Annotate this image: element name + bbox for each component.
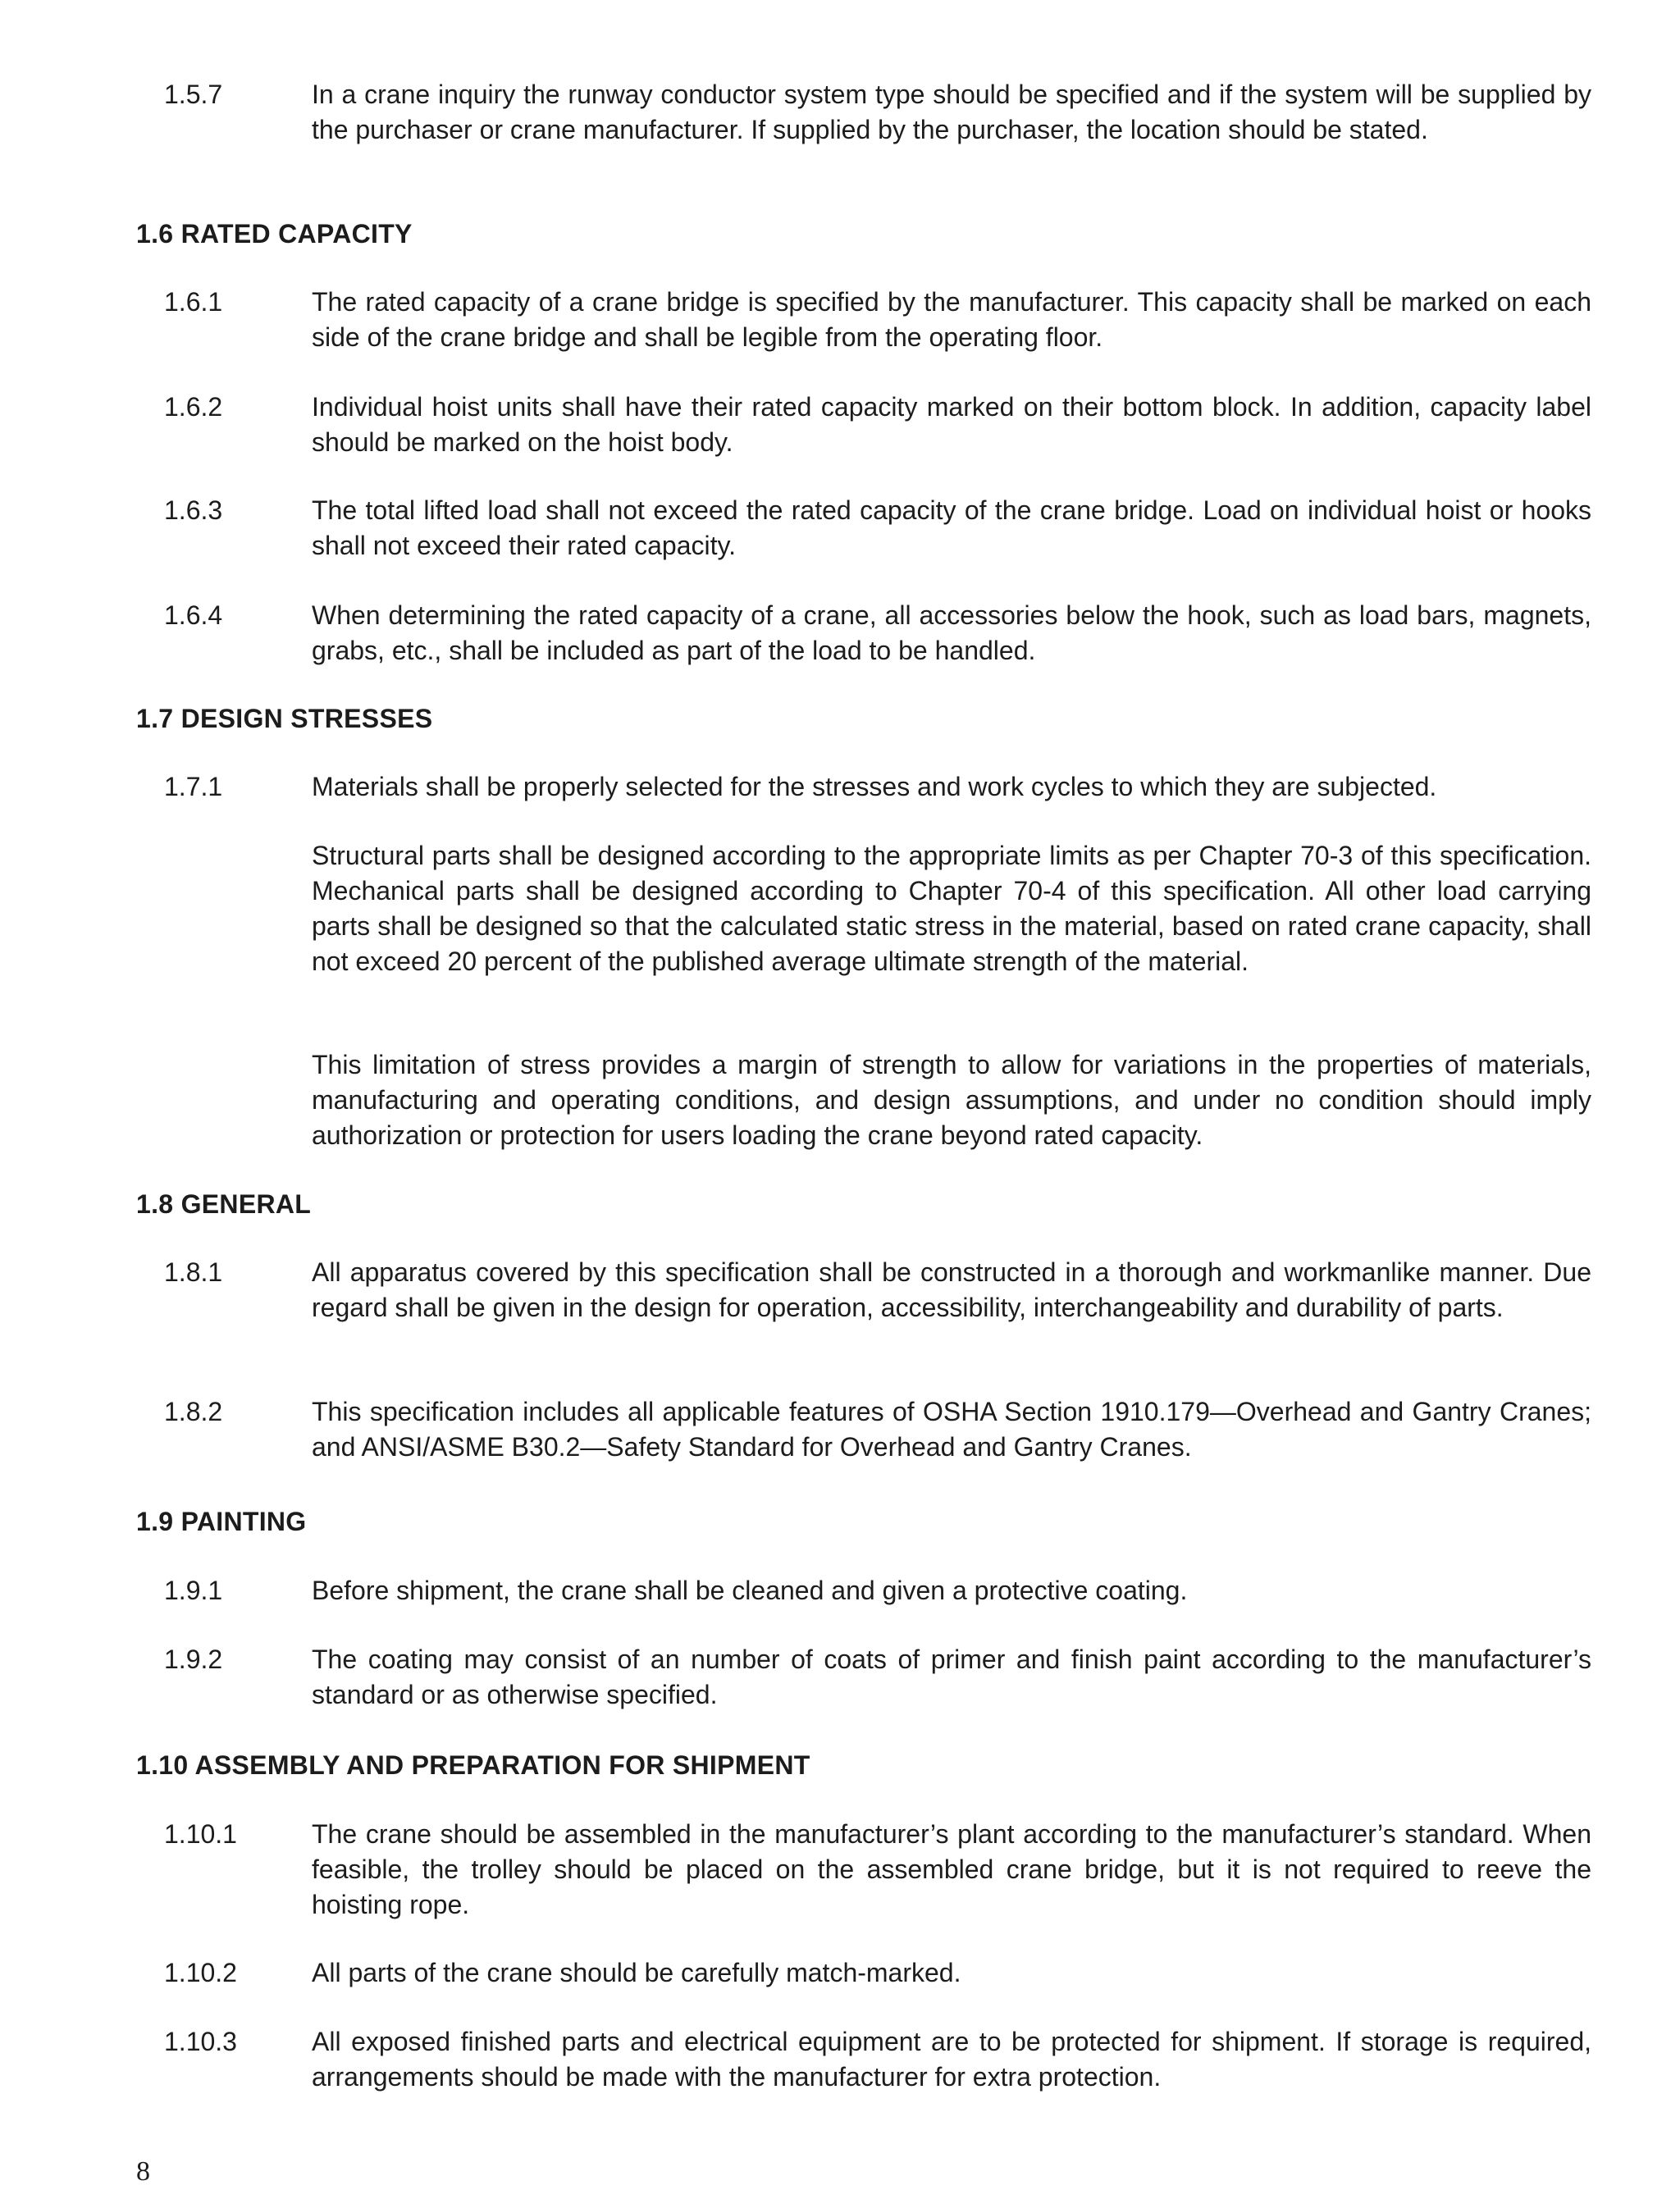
page-number: 8 [136, 2156, 150, 2187]
heading-design-stresses: 1.7 DESIGN STRESSES [136, 704, 433, 733]
section-text: In a crane inquiry the runway conductor system type should be specified and if the system will be supplied by the purchaser or crane manufacturer. If supplied by the purchaser, the location should be stated. [312, 80, 1591, 144]
section-number: 1.9.1 [164, 1576, 223, 1605]
section-text: Individual hoist units shall have their rated capacity marked on their bottom block. In addition, capacity label should be marked on the hoist body. [312, 392, 1591, 457]
section-text: The coating may consist of an number of coats of primer and finish paint according to the manufacturer’s standard or as otherwise specified. [312, 1645, 1591, 1709]
section-text: Before shipment, the crane shall be cleaned and given a protective coating. [312, 1576, 1188, 1605]
section-1-7-1-paragraph-3: This limitation of stress provides a margin of strength to allow for variations in the properties of materials, manufacturing and operating conditions, and design assumptions, and under no condition should imply authorization or protection for users loading the crane beyond rated capacity. [312, 1050, 1591, 1150]
section-text: All apparatus covered by this specification shall be constructed in a thorough and workmanlike manner. Due regard shall be given in the design for operation, accessibility, interchangeability and durability of parts. [312, 1257, 1591, 1322]
section-text: The rated capacity of a crane bridge is specified by the manufacturer. This capacity shall be marked on each side of the crane bridge and shall be legible from the operating floor. [312, 287, 1591, 352]
section-1-7-1-paragraph-2: Structural parts shall be designed according to the appropriate limits as per Chapter 70-3 of this specification. Mechanical parts shall be designed according to Chapter 70-4 of this specification. All other load carrying parts shall be designed so that the calculated static stress in the material, based on rated crane capacity, shall not exceed 20 percent of the published average ultimate strength of the material. [312, 841, 1591, 976]
heading-rated-capacity: 1.6 RATED CAPACITY [136, 219, 413, 249]
section-number: 1.9.2 [164, 1645, 223, 1674]
section-number: 1.7.1 [164, 772, 223, 801]
section-number: 1.10.3 [164, 2027, 237, 2056]
section-text: The crane should be assembled in the manufacturer’s plant according to the manufacturer’s standard. When feasible, the trolley should be placed on the assembled crane bridge, but it is not required to reeve the hoisting rope. [312, 1819, 1591, 1919]
section-number: 1.6.4 [164, 600, 223, 630]
section-number: 1.10.1 [164, 1819, 237, 1849]
heading-painting: 1.9 PAINTING [136, 1507, 307, 1536]
section-number: 1.5.7 [164, 80, 223, 109]
section-number: 1.6.2 [164, 392, 223, 422]
section-number: 1.8.1 [164, 1257, 223, 1287]
section-text: All parts of the crane should be carefully match-marked. [312, 1958, 961, 1987]
section-text: The total lifted load shall not exceed the rated capacity of the crane bridge. Load on individual hoist or hooks shall not exceed their rated capacity. [312, 495, 1591, 560]
section-text: All exposed finished parts and electrical equipment are to be protected for shipment. If storage is required, arrangements should be made with the manufacturer for extra protection. [312, 2027, 1591, 2092]
section-number: 1.8.2 [164, 1397, 223, 1426]
section-number: 1.6.1 [164, 287, 223, 317]
section-text: This specification includes all applicable features of OSHA Section 1910.179—Overhead and Gantry Cranes; and ANSI/ASME B30.2—Safety Standard for Overhead and Gantry Cranes. [312, 1397, 1591, 1462]
heading-general: 1.8 GENERAL [136, 1189, 312, 1219]
section-text: Materials shall be properly selected for the stresses and work cycles to which they are subjected. [312, 772, 1437, 801]
section-number: 1.10.2 [164, 1958, 237, 1987]
section-text: When determining the rated capacity of a crane, all accessories below the hook, such as load bars, magnets, grabs, etc., shall be included as part of the load to be handled. [312, 600, 1591, 665]
heading-assembly-preparation-shipment: 1.10 ASSEMBLY AND PREPARATION FOR SHIPMENT [136, 1750, 810, 1780]
section-number: 1.6.3 [164, 495, 223, 525]
